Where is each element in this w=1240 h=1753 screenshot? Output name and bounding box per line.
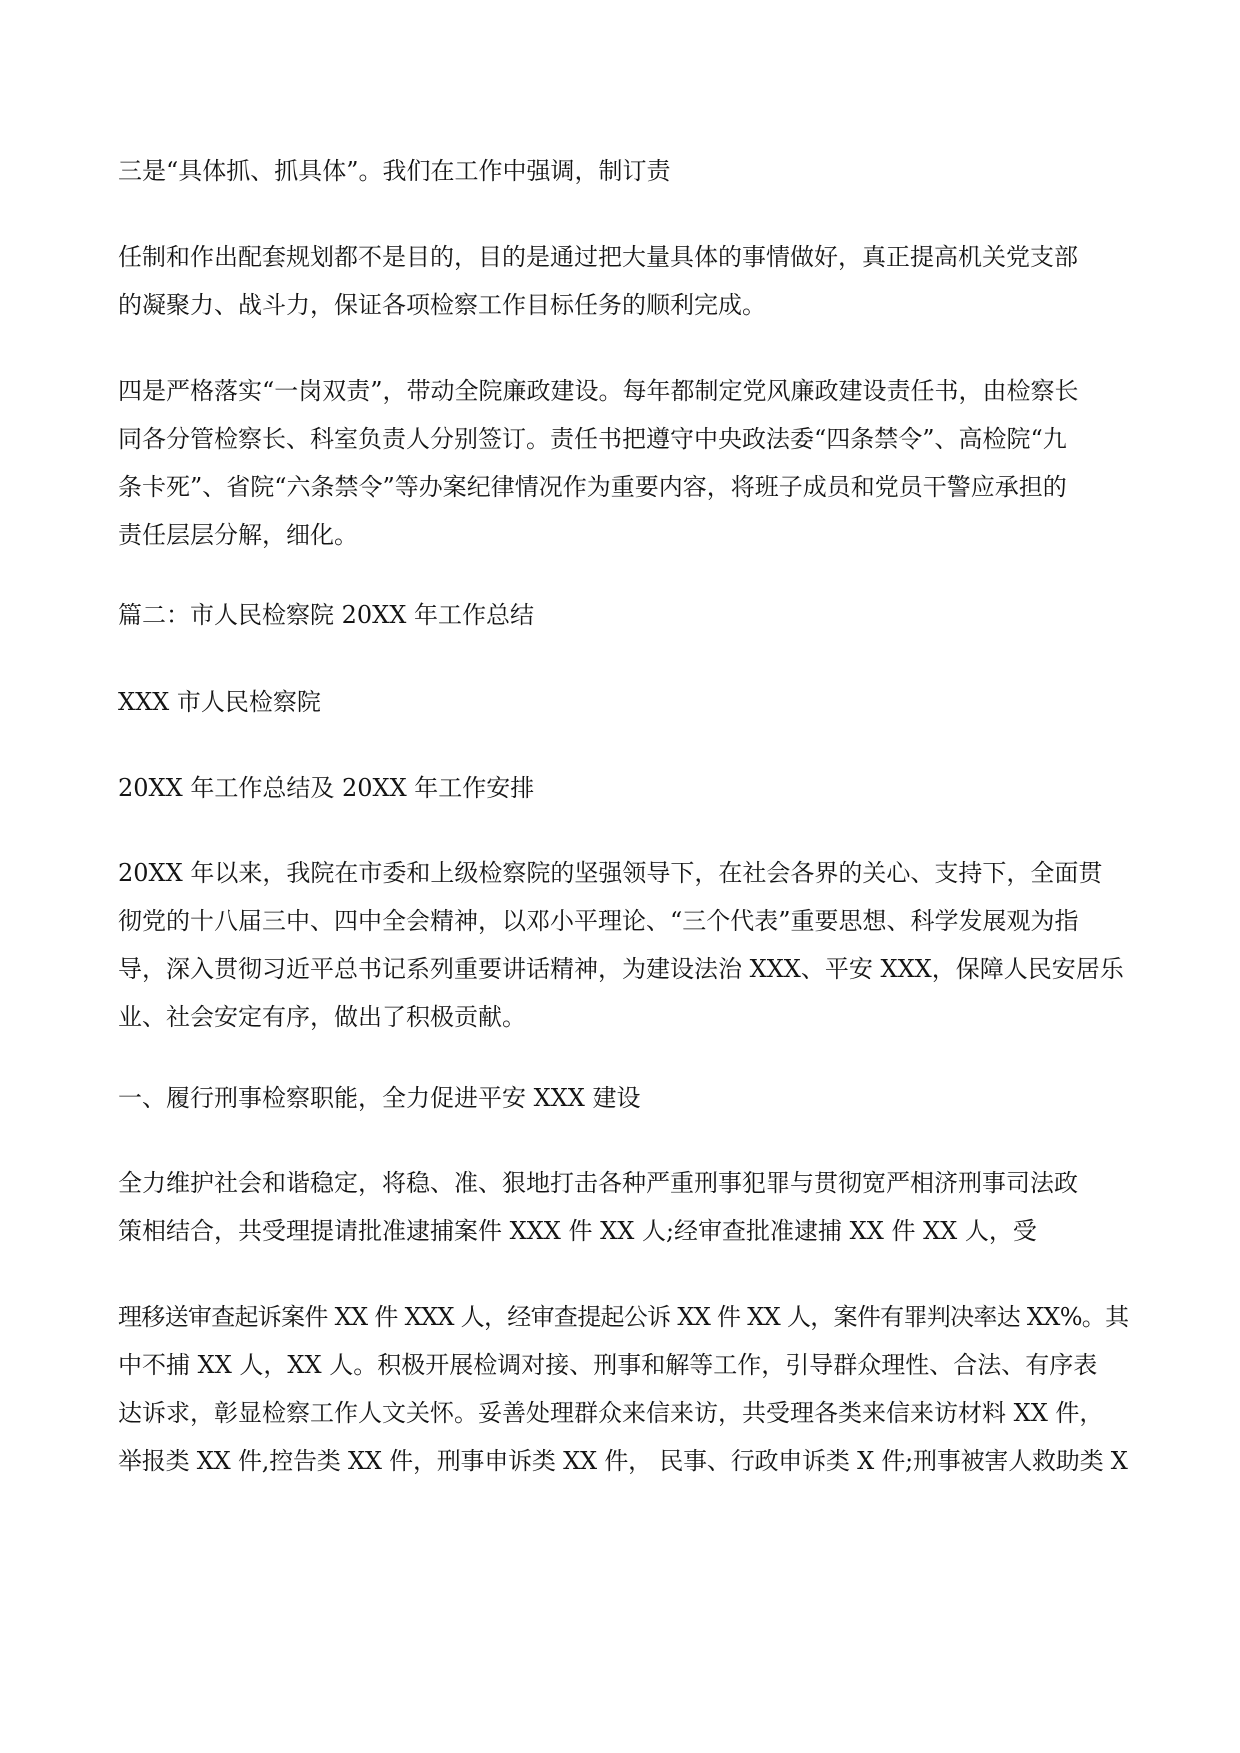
text-line: 20XX 年以来，我院在市委和上级检察院的坚强领导下，在社会各界的关心、支持下，全面贯 bbox=[118, 859, 1103, 887]
paragraph-four-point bbox=[118, 367, 1128, 559]
section-heading-one bbox=[118, 1074, 1128, 1122]
text-line: XXX 市人民检察院 bbox=[118, 688, 321, 716]
text-line: 一、履行刑事检察职能，全力促进平安 XXX 建设 bbox=[118, 1084, 641, 1112]
text-line: 三是“具体抓、抓具体”。我们在工作中强调，制订责 bbox=[118, 157, 671, 185]
paragraph-introduction bbox=[118, 849, 1128, 1041]
text-line: 彻党的十八届三中、四中全会精神，以邓小平理论、“三个代表”重要思想、科学发展观为指 bbox=[118, 907, 1079, 935]
text-line: 达诉求，彰显检察工作人文关怀。妥善处理群众来信来访，共受理各类来信来访材料 XX 件， bbox=[118, 1399, 1104, 1427]
text-line: 的凝聚力、战斗力，保证各项检察工作目标任务的顺利完成。 bbox=[118, 291, 766, 319]
organization-name bbox=[118, 678, 1128, 726]
document-subtitle bbox=[118, 764, 1128, 812]
paragraph-three-point bbox=[118, 147, 1128, 195]
text-line: 全力维护社会和谐稳定，将稳、准、狠地打击各种严重刑事犯罪与贯彻宽严相济刑事司法政 bbox=[118, 1169, 1078, 1197]
text-line: 同各分管检察长、科室负责人分别签订。责任书把遵守中央政法委“四条禁令”、高检院“九 bbox=[118, 425, 1067, 453]
text-line: 导，深入贯彻习近平总书记系列重要讲话精神，为建设法治 XXX、平安 XXX，保障人民安居乐 bbox=[118, 955, 1124, 983]
text-line: 篇二：市人民检察院 20XX 年工作总结 bbox=[118, 601, 534, 629]
text-line: 四是严格落实“一岗双责”，带动全院廉政建设。每年都制定党风廉政建设责任书，由检察长 bbox=[118, 377, 1079, 405]
text-line: 业、社会安定有序，做出了积极贡献。 bbox=[118, 1003, 526, 1031]
text-line: 中不捕 XX 人，XX 人。积极开展检调对接、刑事和解等工作，引导群众理性、合法、有序表 bbox=[118, 1351, 1098, 1379]
paragraph-responsibility bbox=[118, 233, 1128, 329]
section-heading-part-two bbox=[118, 591, 1128, 639]
paragraph-case-statistics bbox=[118, 1293, 1128, 1485]
text-line: 策相结合，共受理提请批准逮捕案件 XXX 件 XX 人;经审查批准逮捕 XX 件 XX 人，受 bbox=[118, 1217, 1037, 1245]
text-line: 20XX 年工作总结及 20XX 年工作安排 bbox=[118, 774, 535, 802]
paragraph-criminal-prosecution bbox=[118, 1159, 1128, 1255]
text-line: 理移送审查起诉案件 XX 件 XXX 人，经审查提起公诉 XX 件 XX 人，案件有罪判决率达 XX%。其 bbox=[118, 1303, 1129, 1331]
text-line: 任制和作出配套规划都不是目的，目的是通过把大量具体的事情做好，真正提高机关党支部 bbox=[118, 243, 1078, 271]
text-line: 条卡死”、省院“六条禁令”等办案纪律情况作为重要内容，将班子成员和党员干警应承担的 bbox=[118, 473, 1067, 501]
text-line: 举报类 XX 件,控告类 XX 件，刑事申诉类 XX 件， 民事、行政申诉类 X 件;刑事被害人救助类 X bbox=[118, 1447, 1128, 1475]
text-line: 责任层层分解，细化。 bbox=[118, 521, 358, 549]
